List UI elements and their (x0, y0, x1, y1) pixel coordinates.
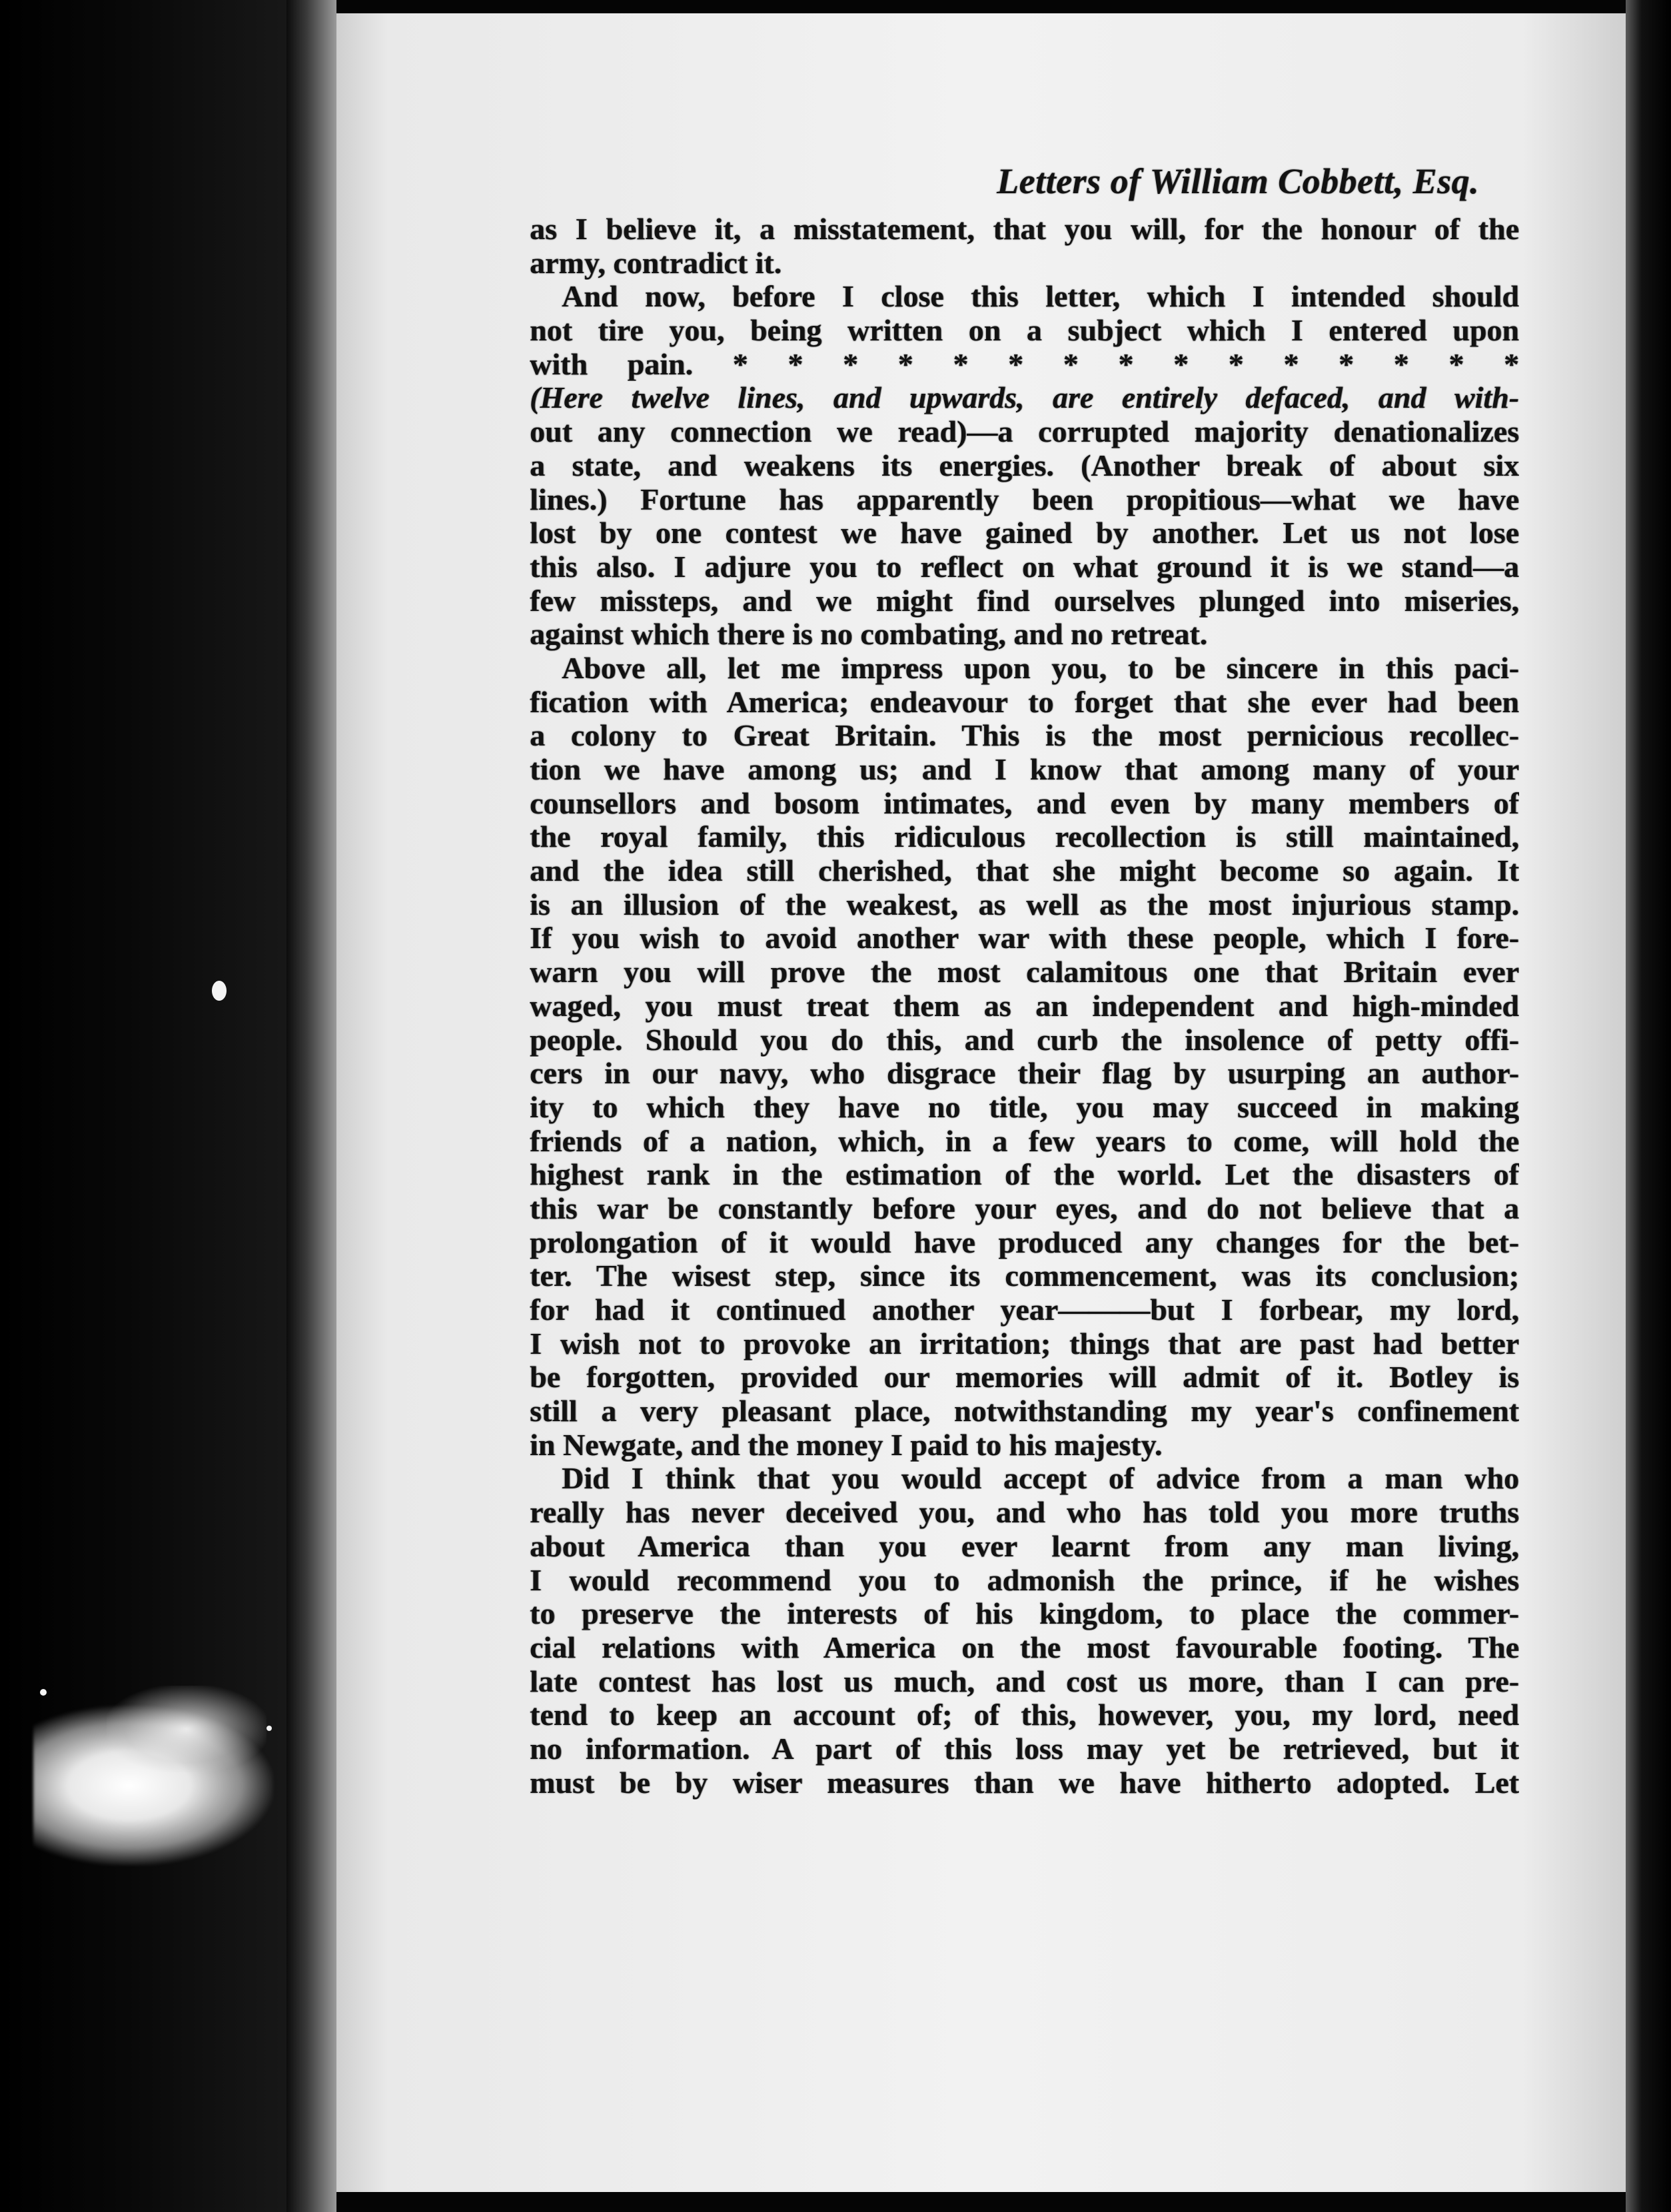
text-line: still a very pleasant place, notwithstanding my year's confinement (530, 1394, 1519, 1428)
text-line: to preserve the interests of his kingdom, to place the commer- (530, 1597, 1519, 1631)
text-line: cial relations with America on the most favourable footing. The (530, 1630, 1519, 1664)
text-line: cers in our navy, who disgrace their flag by usurping an author- (530, 1057, 1519, 1091)
text-line: no information. A part of this loss may yet be retrieved, but it (530, 1732, 1519, 1766)
text-line: warn you will prove the most calamitous one that Britain ever (530, 955, 1519, 989)
text-line: If you wish to avoid another war with these people, which I fore- (530, 921, 1519, 955)
text-line: I wish not to provoke an irritation; things that are past had better (530, 1327, 1519, 1361)
text-line: not tire you, being written on a subject which I entered upon (530, 314, 1519, 348)
text-line: late contest has lost us much, and cost us more, than I can pre- (530, 1664, 1519, 1698)
text-line: must be by wiser measures than we have hitherto adopted. Let (530, 1766, 1519, 1800)
paper-damage-mark-secondary (107, 1686, 267, 1772)
text-line: fication with America; endeavour to forget that she ever had been (530, 685, 1519, 719)
text-line: in Newgate, and the money I paid to his majesty. (530, 1428, 1163, 1462)
text-line: a colony to Great Britain. This is the most pernicious recollec- (530, 719, 1519, 753)
text-line: friends of a nation, which, in a few years to come, will hold the (530, 1124, 1519, 1158)
text-line: tion we have among us; and I know that among many of your (530, 753, 1519, 786)
text-line: ity to which they have no title, you may succeed in making (530, 1090, 1519, 1124)
text-line: I would recommend you to admonish the prince, if he wishes (530, 1563, 1519, 1597)
text-line: people. Should you do this, and curb the insolence of petty offi- (530, 1023, 1519, 1057)
text-line: is an illusion of the weakest, as well as the most injurious stamp. (530, 887, 1519, 921)
text-line: tend to keep an account of; of this, however, you, my lord, need (530, 1698, 1519, 1732)
text-line: few missteps, and we might find ourselves plunged into miseries, (530, 584, 1519, 618)
text-line: (Here twelve lines, and upwards, are entirely defaced, and with- (530, 381, 1519, 415)
text-line: lost by one contest we have gained by another. Let us not lose (530, 516, 1519, 550)
text-line: waged, you must treat them as an independent and high-minded (530, 989, 1519, 1023)
white-speck (212, 981, 227, 1001)
dark-right-edge (1626, 0, 1671, 2212)
text-line: Above all, let me impress upon you, to be sincere in this paci- (562, 651, 1519, 685)
text-line: with pain. * * * * * * * * * * * * * * * (530, 347, 1519, 381)
text-line: as I believe it, a misstatement, that you will, for the honour of the (530, 213, 1519, 246)
text-line: be forgotten, provided our memories will admit of it. Botley is (530, 1361, 1519, 1394)
printed-text-block (530, 157, 1519, 1800)
text-line: against which there is no combating, and no retreat. (530, 618, 1208, 652)
text-line: army, contradict it. (530, 246, 782, 280)
text-line: and the idea still cherished, that she might become so again. It (530, 854, 1519, 888)
text-line: ter. The wisest step, since its commencement, was its conclusion; (530, 1259, 1519, 1293)
text-line: this also. I adjure you to reflect on what ground it is we stand—a (530, 550, 1519, 584)
text-line: prolongation of it would have produced any changes for the bet- (530, 1225, 1519, 1259)
text-line: the royal family, this ridiculous recollection is still maintained, (530, 820, 1519, 854)
page-binding-edge (286, 0, 336, 2212)
text-line: for had it continued another year———but I forbear, my lord, (530, 1293, 1519, 1327)
white-speck (267, 1726, 272, 1731)
text-line: Did I think that you would accept of advice from a man who (562, 1462, 1519, 1496)
text-line: out any connection we read)—a corrupted majority denationalizes (530, 415, 1519, 449)
text-line: highest rank in the estimation of the world. Let the disasters of (530, 1158, 1519, 1192)
running-head: Letters of William Cobbett, Esq. (996, 161, 1479, 201)
text-line: And now, before I close this letter, which I intended should (562, 280, 1519, 314)
text-line: counsellors and bosom intimates, and even by many members of (530, 786, 1519, 820)
text-line: really has never deceived you, and who has told you more truths (530, 1496, 1519, 1530)
text-line: lines.) Fortune has apparently been propitious—what we have (530, 482, 1519, 516)
text-line: about America than you ever learnt from any man living, (530, 1529, 1519, 1563)
text-line: a state, and weakens its energies. (Another break of about six (530, 448, 1519, 482)
white-speck (40, 1689, 47, 1696)
body-text (530, 213, 1519, 1800)
dark-left-margin (0, 0, 313, 2212)
text-line: this war be constantly before your eyes, and do not believe that a (530, 1191, 1519, 1225)
